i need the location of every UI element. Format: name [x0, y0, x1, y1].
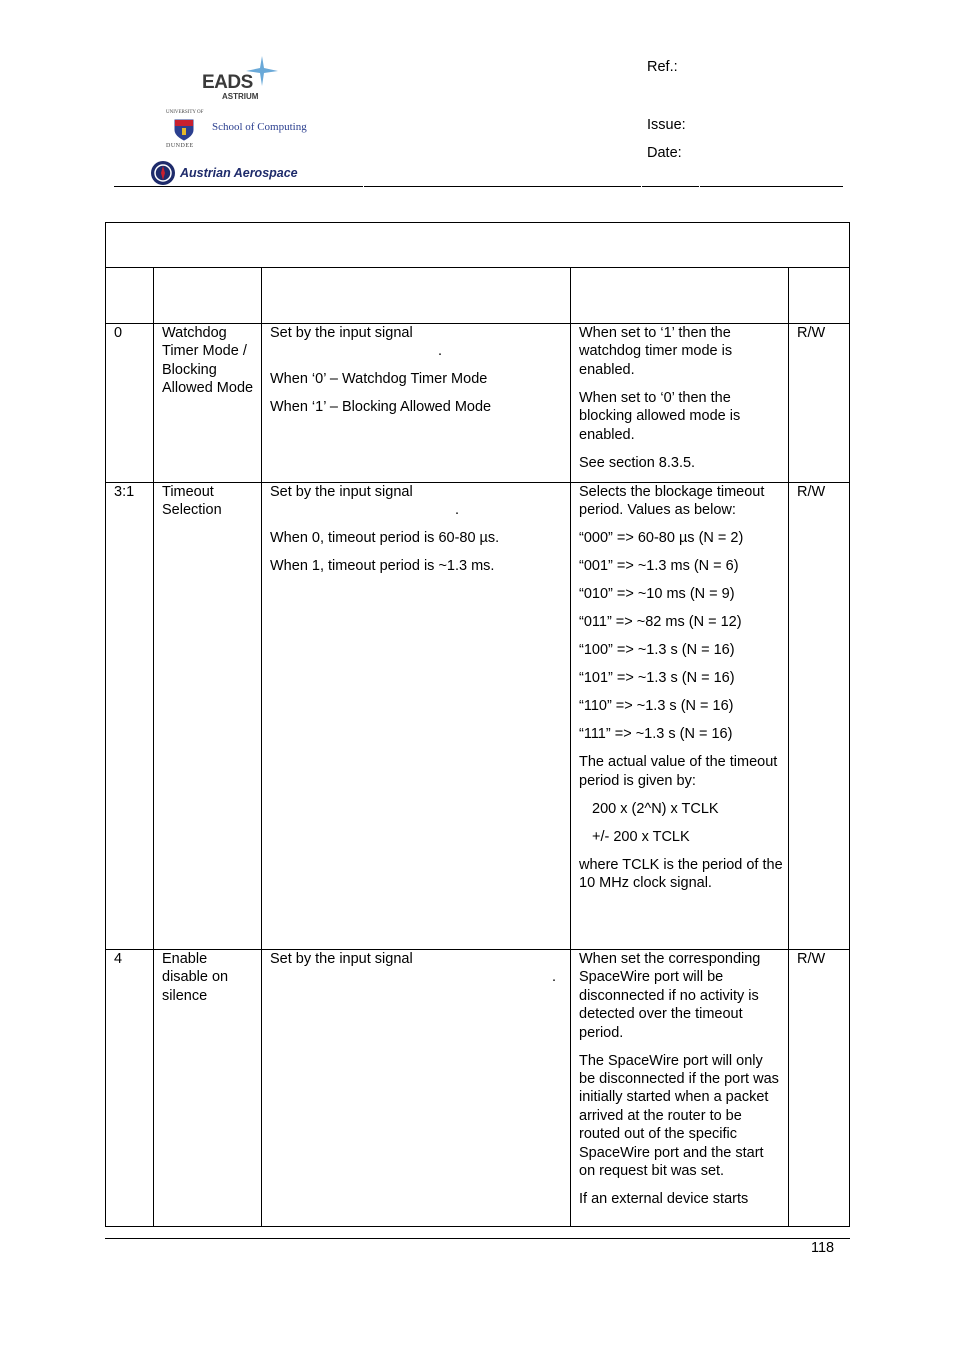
header-rule	[364, 186, 641, 187]
timeout-value: “110” => ~1.3 s (N = 16)	[579, 698, 734, 715]
university-logo-text: UNIVERSITY OF	[166, 110, 204, 115]
date-label: Date:	[647, 145, 682, 161]
table-grid-line	[570, 267, 571, 1226]
description-cell	[579, 950, 782, 1218]
austrian-logo-text: Austrian Aerospace	[180, 166, 298, 180]
austrian-emblem-icon	[150, 160, 176, 186]
name-cell: Enable disable on silence	[162, 951, 229, 1004]
table-grid-line	[106, 267, 849, 268]
astrium-logo-text: ASTRIUM	[222, 92, 259, 101]
timeout-value: “011” => ~82 ms (N = 12)	[579, 614, 742, 631]
bit-cell: 3:1	[114, 484, 135, 500]
reset-text: .	[552, 969, 557, 986]
timeout-value: “111” => ~1.3 s (N = 16)	[579, 726, 733, 743]
reset-text: Set by the input signal	[270, 325, 413, 341]
eads-logo-text: EADS	[202, 72, 253, 93]
header-rule	[700, 186, 843, 187]
reset-text: When ‘1’ – Blocking Allowed Mode	[270, 399, 492, 416]
description-text: See section 8.3.5.	[579, 454, 696, 471]
header-rule	[642, 186, 699, 187]
description-text: When set to ‘1’ then the watchdog timer mode is enabled.	[579, 325, 733, 378]
reset-text: .	[455, 502, 460, 519]
timeout-value: “101” => ~1.3 s (N = 16)	[579, 670, 735, 687]
description-text: Selects the blockage timeout period. Values as below:	[579, 484, 765, 519]
header-rule	[114, 186, 363, 187]
formula-text: 200 x (2^N) x TCLK	[592, 800, 719, 817]
school-logo-text: School of Computing	[212, 121, 307, 133]
description-text: When set to ‘0’ then the blocking allowed mode is enabled.	[579, 389, 741, 443]
table-grid-line	[261, 267, 262, 1226]
formula-text: +/- 200 x TCLK	[592, 828, 690, 845]
timeout-value: “010” => ~10 ms (N = 9)	[579, 586, 735, 603]
dundee-logo	[150, 110, 350, 154]
description-text: If an external device starts	[579, 1191, 749, 1208]
footer-rule	[105, 1238, 850, 1239]
reset-text: Set by the input signal	[270, 951, 413, 967]
description-text: When set the corresponding SpaceWire port will be disconnected if no activity is detected over the timeout period.	[579, 951, 761, 1041]
logo-group	[140, 54, 360, 189]
access-cell: R/W	[797, 325, 826, 341]
description-cell	[579, 324, 782, 482]
access-cell: R/W	[797, 484, 826, 500]
eads-astrium-logo	[202, 54, 282, 106]
access-cell: R/W	[797, 951, 826, 967]
reset-text: When ‘0’ – Watchdog Timer Mode	[270, 371, 488, 388]
name-cell: Timeout Selection	[162, 484, 222, 519]
table-grid-line	[788, 267, 789, 1226]
ref-label: Ref.:	[647, 59, 678, 75]
bit-cell: 4	[114, 951, 123, 967]
description-text: where TCLK is the period of the 10 MHz clock signal.	[579, 856, 783, 892]
reset-cell	[270, 324, 565, 426]
table-grid-line	[153, 267, 154, 1226]
bit-cell: 0	[114, 325, 123, 341]
name-cell: Watchdog Timer Mode / Blocking Allowed Mode	[162, 325, 254, 397]
register-table	[105, 222, 850, 1227]
star-icon	[246, 56, 278, 86]
issue-label: Issue:	[647, 117, 686, 133]
timeout-value: “001” => ~1.3 ms (N = 6)	[579, 558, 739, 575]
reset-cell	[270, 483, 565, 585]
reset-text: When 1, timeout period is ~1.3 ms.	[270, 558, 495, 575]
description-cell	[579, 483, 785, 902]
crest-icon	[174, 119, 194, 141]
reset-text: .	[438, 343, 443, 360]
timeout-value: “100” => ~1.3 s (N = 16)	[579, 642, 735, 659]
reset-cell	[270, 950, 565, 987]
reset-text: When 0, timeout period is 60-80 µs.	[270, 530, 500, 547]
dundee-logo-text: DUNDEE	[166, 143, 194, 149]
timeout-value: “000” => 60-80 µs (N = 2)	[579, 530, 744, 547]
page-number: 118	[811, 1240, 835, 1256]
reset-text: Set by the input signal	[270, 484, 413, 500]
description-text: The SpaceWire port will only be disconnected if the port was initially started when a packet arrived at the router to be routed out of the specific SpaceWire port and the start on request bit was set.	[579, 1052, 779, 1180]
description-text: The actual value of the timeout period is given by:	[579, 754, 778, 789]
